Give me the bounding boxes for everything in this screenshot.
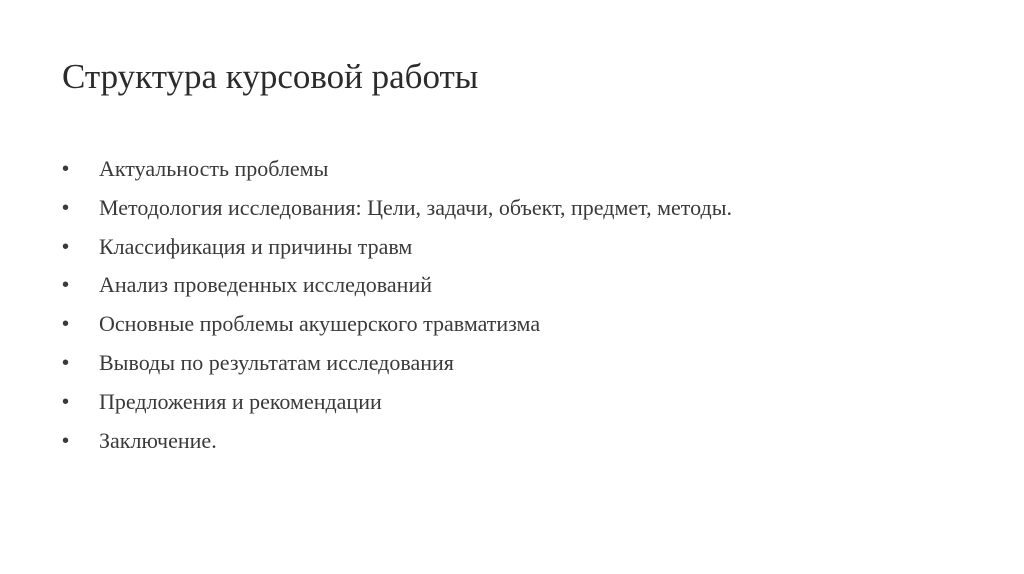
slide-title: Структура курсовой работы: [62, 57, 479, 96]
bullet-text: Актуальность проблемы: [99, 156, 329, 181]
bullet-icon: •: [62, 274, 70, 297]
bullet-text: Методология исследования: Цели, задачи, объект, предмет, методы.: [99, 194, 732, 220]
bullet-icon: •: [62, 429, 70, 452]
bullet-text: Основные проблемы акушерского травматизма: [99, 311, 541, 337]
bullet-text: Классификация и причины травм: [99, 233, 413, 259]
bullet-icon: •: [62, 390, 70, 413]
bullet-icon: •: [62, 313, 70, 336]
bullet-icon: •: [62, 235, 70, 258]
bullet-text: Выводы по результатам исследования: [99, 349, 454, 375]
bullet-icon: •: [62, 351, 70, 374]
bullet-text: Заключение.: [99, 427, 217, 453]
bullet-icon: •: [62, 158, 70, 180]
bullet-text: Анализ проведенных исследований: [99, 272, 432, 298]
bullet-icon: •: [62, 196, 70, 219]
bullet-text: Предложения и рекомендации: [99, 388, 382, 414]
